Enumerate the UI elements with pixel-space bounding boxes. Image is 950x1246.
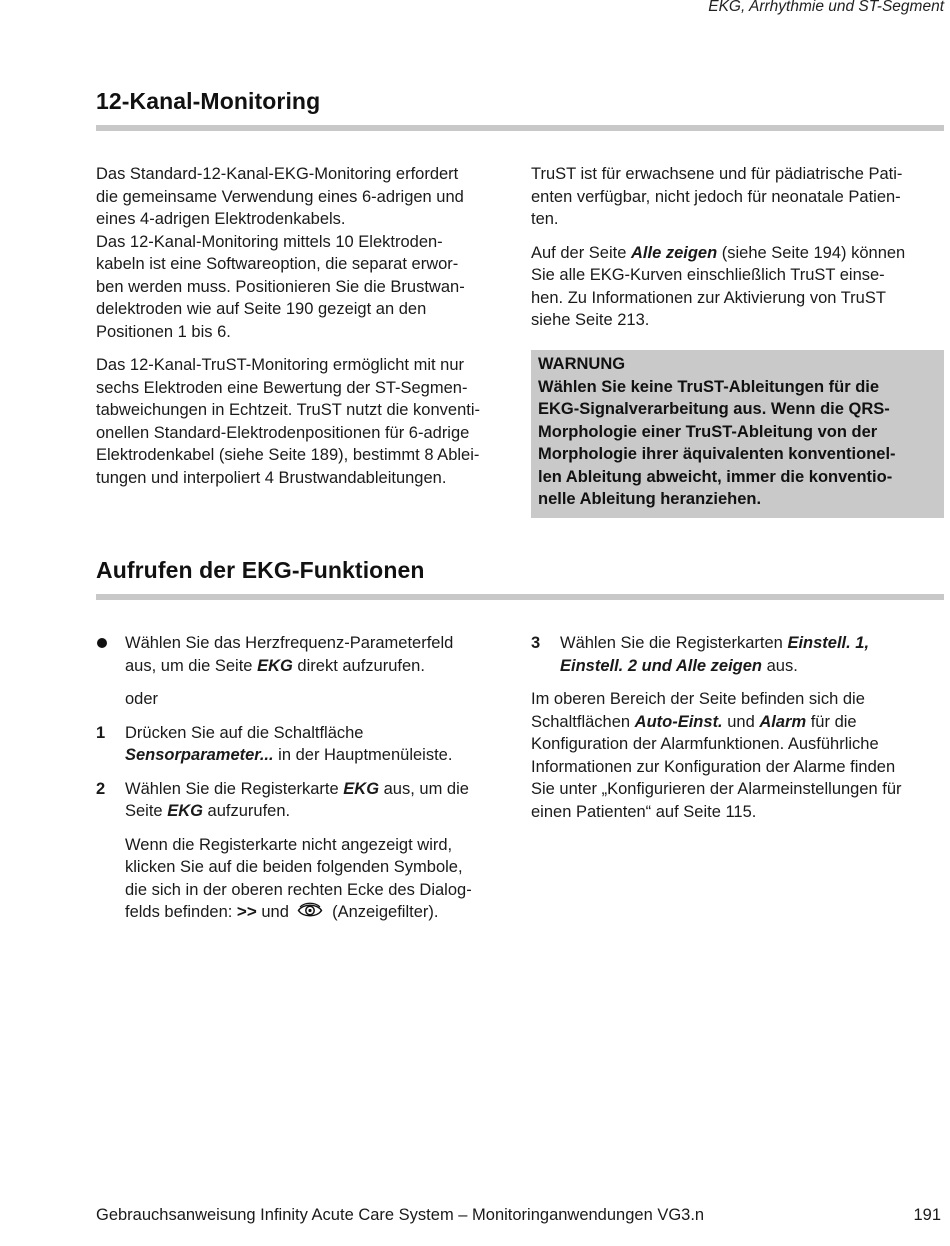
section2-right-column	[531, 632, 944, 823]
text-run: Wählen Sie die Registerkarte	[125, 779, 344, 798]
paragraph-alle-zeigen	[531, 242, 944, 332]
text-line: TruST ist für erwachsene und für pädiatrische Pati-	[531, 165, 903, 183]
text-line: len Ableitung abweicht, immer die konventio-	[538, 467, 893, 486]
footer-text: Gebrauchsanweisung Infinity Acute Care System – Monitoringanwendungen VG3.n	[96, 1206, 705, 1224]
paragraph-12-kanal-intro	[96, 163, 516, 343]
section1-right-column	[531, 163, 944, 332]
auto-einst-term: Auto-Einst.	[634, 712, 723, 731]
paragraph-trust-availability	[531, 163, 944, 231]
section2-left-column	[96, 632, 516, 926]
text-line: Wenn die Registerkarte nicht angezeigt wird,	[125, 835, 453, 854]
paragraph-alarm-config	[531, 688, 944, 823]
text-line: Drücken Sie auf die Schaltfläche	[125, 723, 364, 742]
paragraph-trust-monitoring	[96, 354, 516, 489]
text-run: aus.	[762, 656, 798, 675]
text-line: kabeln ist eine Softwareoption, die separat erwor-	[96, 255, 459, 273]
double-chevron-icon: >>	[236, 902, 257, 921]
page-number: 191	[913, 1206, 941, 1224]
einstell-term: Einstell. 1,	[787, 634, 870, 652]
oder-label-wrap	[96, 688, 516, 711]
text-line: EKG-Signalverarbeitung aus. Wenn die QRS-	[538, 400, 890, 418]
text-line: Konfiguration der Alarmfunktionen. Ausführliche	[531, 735, 879, 753]
text-run: Seite	[125, 802, 168, 820]
text-line: die gemeinsame Verwendung eines 6-adrigen und	[96, 187, 464, 206]
text-run: für die	[806, 712, 857, 731]
text-line: Positionen 1 bis 6.	[96, 322, 231, 341]
text-line: nelle Ableitung heranziehen.	[538, 490, 762, 508]
text-line: klicken Sie auf die beiden folgenden Symbole,	[125, 858, 463, 876]
einstell-alle-zeigen-term: Einstell. 2 und Alle zeigen	[560, 656, 763, 675]
text-line: Im oberen Bereich der Seite befinden sich die	[531, 690, 865, 708]
text-run: in der Hauptmenüleiste.	[273, 746, 453, 764]
running-head: EKG, Arrhythmie und ST-Segment	[708, 0, 944, 15]
step-number: 2	[96, 779, 106, 798]
text-line: delektroden wie auf Seite 190 gezeigt an den	[96, 300, 427, 318]
text-run: aus, um die	[379, 779, 469, 798]
section-title-12-kanal: 12-Kanal-Monitoring	[96, 88, 321, 114]
text-line: einen Patienten“ auf Seite 115.	[531, 802, 757, 821]
warning-heading: WARNUNG	[538, 355, 626, 373]
oder-label: oder	[125, 690, 159, 708]
text-line: die sich in der oberen rechten Ecke des Dialog-	[125, 880, 472, 899]
text-line: Sie unter „Konfigurieren der Alarmeinstellungen für	[531, 780, 902, 798]
text-line: onellen Standard-Elektrodenpositionen für 6-adrige	[96, 423, 470, 442]
text-line: ben werden muss. Positionieren Sie die Brustwan-	[96, 277, 465, 296]
section-rule	[96, 125, 944, 131]
text-run: aus, um die Seite	[125, 656, 258, 675]
text-line: Morphologie ihrer äquivalenten konventionel-	[538, 445, 896, 463]
text-line: hen. Zu Informationen zur Aktivierung von TruST	[531, 288, 886, 307]
text-line: Elektrodenkabel (siehe Seite 189), bestimmt 8 Ablei-	[96, 446, 480, 464]
section-title-ekg-funktionen: Aufrufen der EKG-Funktionen	[96, 557, 425, 583]
step-number: 3	[531, 634, 541, 652]
text-run: (Anzeigefilter).	[327, 903, 439, 921]
warning-box	[531, 350, 944, 518]
text-line: Das Standard-12-Kanal-EKG-Monitoring erfordert	[96, 165, 459, 183]
section-rule	[96, 594, 944, 600]
text-run: und	[256, 903, 294, 921]
text-run: Wählen Sie die Registerkarten	[560, 634, 788, 652]
text-line: siehe Seite 213.	[531, 311, 650, 329]
section1-left-column	[96, 163, 516, 489]
alle-zeigen-term: Alle zeigen	[630, 243, 718, 262]
bullet-dot-icon	[97, 638, 107, 648]
text-run: und	[722, 712, 760, 731]
bullet-item	[96, 632, 516, 677]
step-number: 1	[96, 723, 106, 742]
eye-icon	[297, 902, 323, 926]
text-line: Wählen Sie keine TruST-Ableitungen für die	[538, 377, 880, 396]
text-line: Morphologie einer TruST-Ableitung von der	[538, 422, 878, 441]
text-line: Informationen zur Konfiguration der Alarme finden	[531, 757, 896, 776]
text-line: Das 12-Kanal-TruST-Monitoring ermöglicht mit nur	[96, 356, 465, 374]
text-run: direkt aufzurufen.	[292, 656, 425, 675]
text-line: sechs Elektroden eine Bewertung der ST-Segmen-	[96, 378, 468, 397]
step-2-note	[96, 834, 516, 926]
sensorparameter-term: Sensorparameter...	[125, 746, 274, 764]
text-run: aufzurufen.	[202, 802, 291, 820]
text-run: (siehe Seite 194) können	[717, 243, 906, 262]
page-footer	[96, 1206, 944, 1225]
text-line: eines 4-adrigen Elektrodenkabels.	[96, 210, 346, 228]
ekg-term: EKG	[343, 779, 380, 798]
step-2	[96, 778, 516, 823]
warning-text	[538, 376, 937, 511]
step-1	[96, 722, 516, 767]
text-line: ten.	[531, 210, 559, 228]
step-3	[531, 632, 944, 677]
text-line: tungen und interpoliert 4 Brustwandableitungen.	[96, 468, 447, 487]
text-line: Das 12-Kanal-Monitoring mittels 10 Elektroden-	[96, 232, 443, 251]
ekg-term: EKG	[167, 802, 203, 820]
alarm-term: Alarm	[759, 712, 807, 731]
text-line: Wählen Sie das Herzfrequenz-Parameterfeld	[125, 634, 454, 652]
text-run: Auf der Seite	[531, 243, 631, 262]
ekg-term: EKG	[257, 656, 293, 675]
text-line: Sie alle EKG-Kurven einschließlich TruST einse-	[531, 266, 885, 284]
text-line: tabweichungen in Echtzeit. TruST nutzt die konventi-	[96, 401, 480, 419]
text-run: Schaltflächen	[531, 712, 635, 731]
text-line: enten verfügbar, nicht jedoch für neonatale Patien-	[531, 187, 901, 206]
text-run: felds befinden:	[125, 903, 237, 921]
